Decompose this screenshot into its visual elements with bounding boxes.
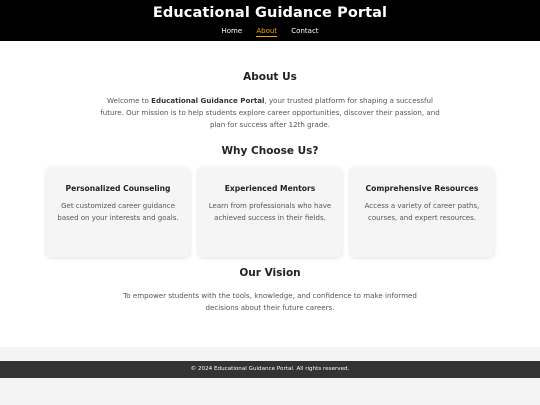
feature-card-text: Access a variety of career paths, courses, and expert resources. [364,202,480,222]
nav-about-link[interactable]: About [256,27,278,35]
main-nav [0,27,540,35]
feature-card-title: Personalized Counseling [65,184,171,193]
about-intro-brand: Educational Guidance Portal [151,96,265,105]
vision-paragraph: To empower students with the tools, knowledge, and confidence to make informed decisions about their future careers. [123,291,417,312]
why-choose-heading: Why Choose Us? [221,145,319,157]
feature-card-text: Learn from professionals who have achieved success in their fields. [208,202,332,222]
nav-contact-link[interactable]: Contact [291,27,319,35]
about-intro-after: , your trusted platform for shaping a successful future. Our mission is to help students explore career opportunities, discover their passion, and plan for success after 12th grade. [100,96,440,129]
feature-card-mentors [198,167,342,257]
copyright-text: © 2024 Educational Guidance Portal. All rights reserved. [190,366,350,372]
feature-card-text: Get customized career guidance based on your interests and goals. [57,202,179,222]
feature-card-title: Experienced Mentors [224,184,316,193]
feature-card-title: Comprehensive Resources [365,184,479,193]
site-title: Educational Guidance Portal [152,5,388,21]
about-paragraph [100,95,440,131]
site-footer [0,361,540,378]
about-heading: About Us [243,71,297,83]
about-intro-before: Welcome to [107,96,152,105]
nav-home-link[interactable]: Home [221,27,243,35]
site-header [0,0,540,41]
vision-heading: Our Vision [239,267,301,279]
feature-card-counseling [46,167,190,257]
feature-card-resources [350,167,494,257]
